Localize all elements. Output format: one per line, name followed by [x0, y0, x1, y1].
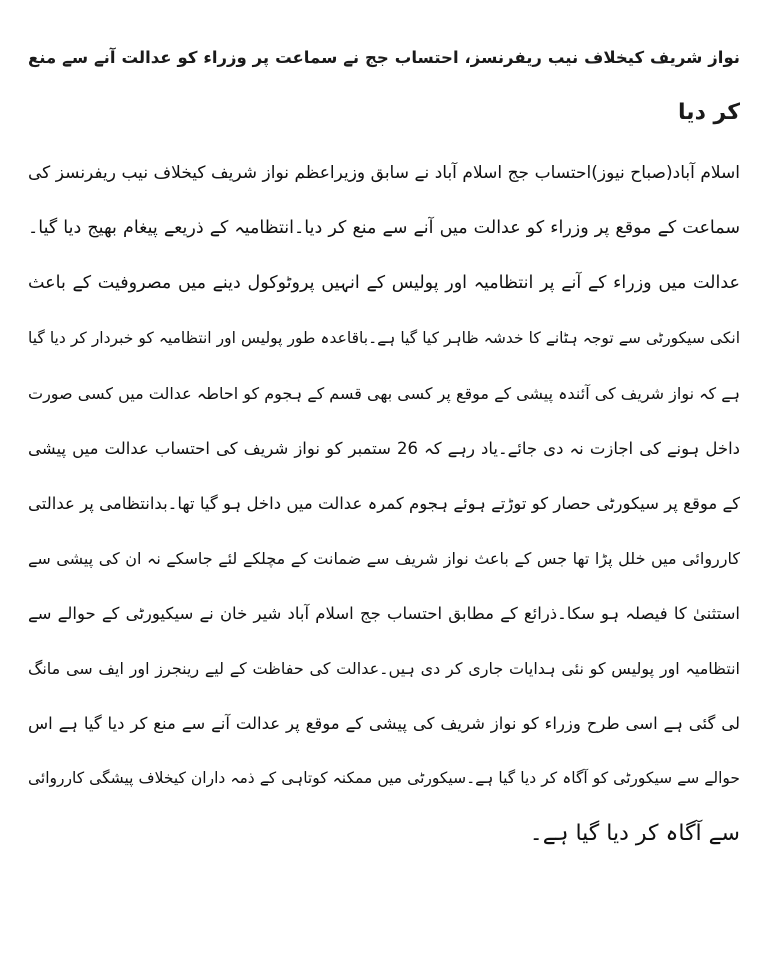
article-line: استثنیٰ کا فیصلہ ہو سکا۔ذرائع کے مطابق احتساب جج اسلام آباد شیر خان نے سیکیورٹی کے حوالے سے [28, 604, 740, 623]
article-line: کارروائی میں خلل پڑا تھا جس کے باعث نواز شریف سے ضمانت کے مچلکے لئے جاسکے نہ ان کی پیشی سے [28, 549, 740, 568]
article-body [28, 146, 740, 861]
article-line: سے آگاہ کر دیا گیا ہے۔ [529, 821, 740, 846]
article-line: انتظامیہ اور پولیس کو نئی ہدایات جاری کر دی ہیں۔عدالت کی حفاظت کے لیے رینجرز اور ایف سی مانگ [28, 659, 740, 678]
headline-line: کر دیا [678, 100, 740, 125]
article-line: داخل ہونے کی اجازت نہ دی جائے۔یاد رہے کہ 26 ستمبر کو نواز شریف کی احتساب عدالت میں پیشی [28, 439, 740, 458]
article-line: انکی سیکورٹی سے توجہ ہٹانے کا خدشہ ظاہر کیا گیا ہے۔باقاعدہ طور پولیس اور انتظامیہ کو خبردار کر دیا گیا [28, 329, 740, 347]
article-line: لی گئی ہے اسی طرح وزراء کو نواز شریف کی پیشی کے موقع پر عدالت آنے سے منع کر دیا گیا ہے اس [28, 714, 740, 733]
article-line: سماعت کے موقع پر وزراء کو عدالت میں آنے سے منع کر دیا۔انتظامیہ کے ذریعے پیغام بھیج دیا گیا۔ [28, 218, 740, 238]
article-line: کے موقع پر سیکورٹی حصار کو توڑتے ہوئے ہجوم کمرہ عدالت میں داخل ہو گیا تھا۔بدانتظامی پر عدالتی [28, 494, 740, 513]
headline-line: نواز شریف کیخلاف نیب ریفرنسز، احتساب جج نے سماعت پر وزراء کو عدالت آنے سے منع [28, 48, 740, 67]
article-line: حوالے سے سیکورٹی کو آگاہ کر دیا گیا ہے۔سیکورٹی میں ممکنہ کوتاہی کے ذمہ داران کیخلاف پیشگی کارروائی [28, 769, 740, 787]
headline [28, 30, 740, 140]
article-line: اسلام آباد(صباح نیوز)احتساب جج اسلام آباد نے سابق وزیراعظم نواز شریف کیخلاف نیب ریفرنسز کی [28, 163, 740, 183]
article-line: ہے کہ نواز شریف کی آئندہ پیشی کے موقع پر کسی بھی قسم کے ہجوم کو احاطہ عدالت میں کسی صورت [28, 384, 740, 403]
article-line: عدالت میں وزراء کے آنے پر انتظامیہ اور پولیس کے انہیں پروٹوکول دینے میں مصروفیت کے باعث [28, 273, 740, 293]
